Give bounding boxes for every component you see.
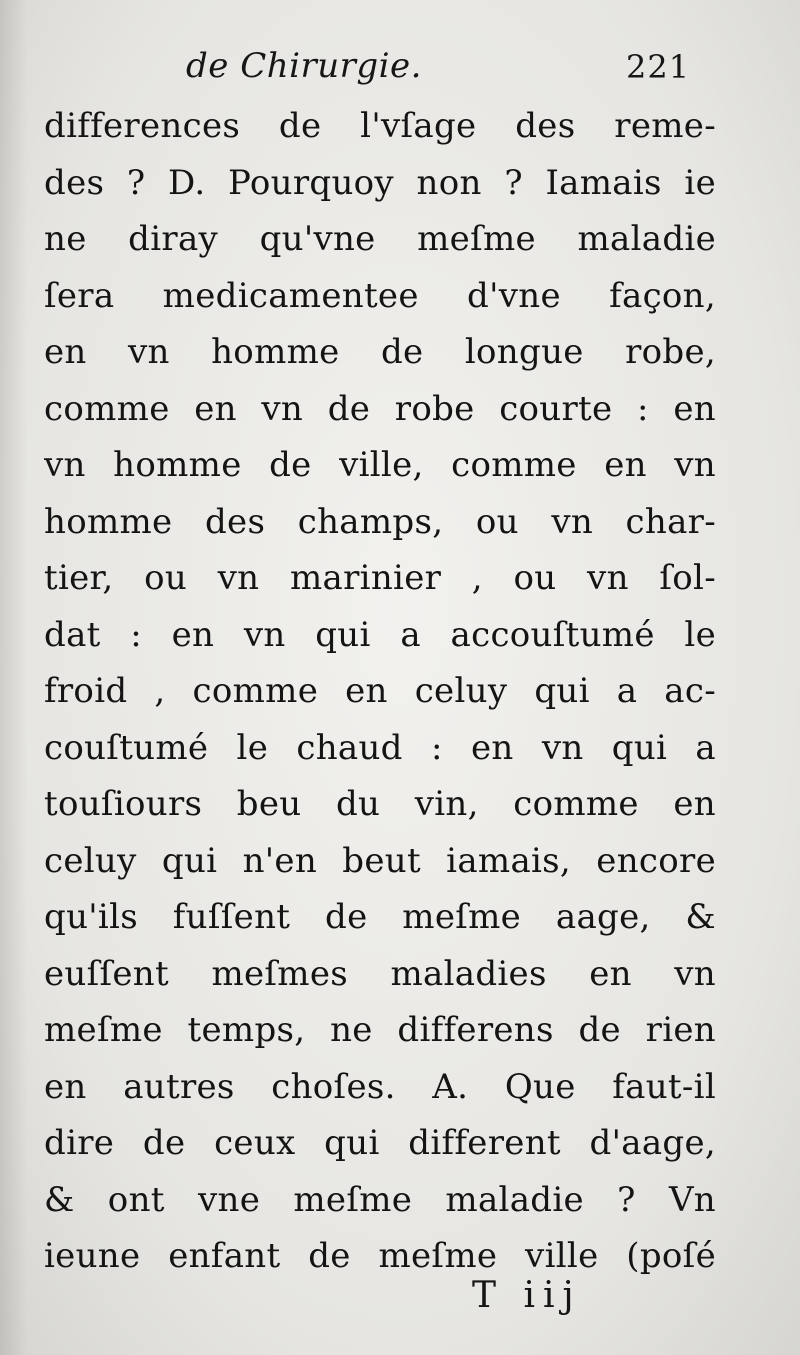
- text-line: froid , comme en celuy qui a ac-: [44, 671, 716, 711]
- text-line: celuy qui n'en beut iamais, encore: [44, 840, 716, 881]
- text-line: des ? D. Pourquoy non ? Iamais ie: [44, 162, 716, 203]
- text-line: ieune enfant de meſme ville (poſé: [44, 1236, 716, 1276]
- text-line: en autres choſes. A. Que faut-il: [44, 1066, 716, 1107]
- text-line: meſme temps, ne differens de rien: [44, 1010, 716, 1050]
- text-line: en vn homme de longue robe,: [44, 332, 716, 372]
- text-line: couſtumé le chaud : en vn qui a: [44, 727, 716, 768]
- text-line: ſera medicamentee d'vne façon,: [44, 275, 716, 316]
- running-title: de Chirurgie.: [186, 46, 422, 86]
- text-line: euſſent meſmes maladies en vn: [44, 953, 716, 994]
- text-line: differences de l'vſage des reme-: [44, 106, 716, 146]
- text-line: comme en vn de robe courte : en: [44, 388, 716, 429]
- text-line: touſiours beu du vin, comme en: [44, 784, 716, 824]
- text-line: ne diray qu'vne meſme maladie: [44, 219, 716, 259]
- text-line: qu'ils fuſſent de meſme aage, &: [44, 897, 716, 937]
- text-line: tier, ou vn marinier , ou vn ſol-: [44, 558, 716, 598]
- page-number: 221: [626, 48, 691, 86]
- text-line: dat : en vn qui a accouſtumé le: [44, 614, 716, 655]
- signature-mark: T iij: [472, 1275, 582, 1316]
- page-header: [0, 40, 800, 96]
- text-line: vn homme de ville, comme en vn: [44, 445, 716, 485]
- text-line: dire de ceux qui different d'aage,: [44, 1123, 716, 1163]
- text-line: & ont vne meſme maladie ? Vn: [44, 1179, 716, 1220]
- text-line: homme des champs, ou vn char-: [44, 501, 716, 542]
- body-text: [44, 98, 716, 1285]
